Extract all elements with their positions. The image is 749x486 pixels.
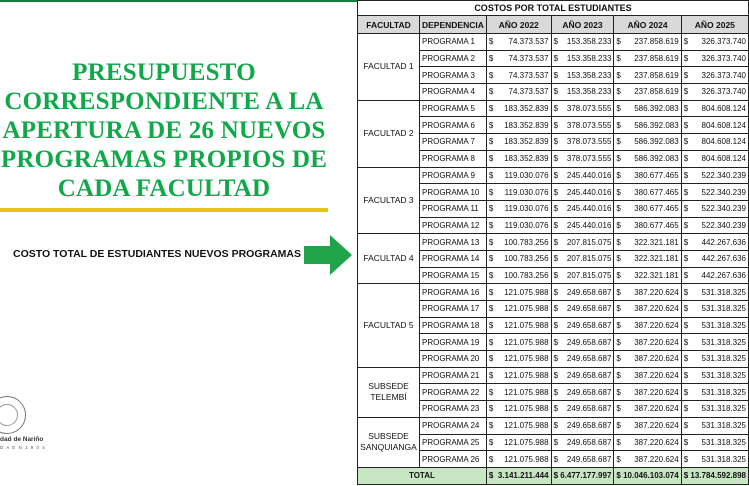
- program-cell: PROGRAMA 15: [420, 267, 487, 284]
- currency-symbol: $: [486, 84, 495, 101]
- amount-cell: 249.658.687: [562, 301, 614, 318]
- currency-symbol: $: [681, 250, 692, 267]
- amount-cell: 119.030.076: [495, 217, 551, 234]
- currency-symbol: $: [551, 417, 562, 434]
- currency-symbol: $: [681, 67, 692, 84]
- faculty-cell: FACULTAD 4: [358, 234, 420, 284]
- program-cell: PROGRAMA 14: [420, 250, 487, 267]
- amount-cell: 237.858.619: [625, 67, 681, 84]
- amount-cell: 387.220.624: [625, 384, 681, 401]
- program-cell: PROGRAMA 20: [420, 351, 487, 368]
- amount-cell: 531.318.325: [692, 384, 749, 401]
- amount-cell: 531.318.325: [692, 401, 749, 418]
- title-underline: [0, 208, 328, 212]
- program-cell: PROGRAMA 17: [420, 301, 487, 318]
- currency-symbol: $: [486, 67, 495, 84]
- currency-symbol: $: [551, 284, 562, 301]
- amount-cell: 100.783.256: [495, 250, 551, 267]
- total-amount: $ 13.784.592.898: [681, 467, 748, 484]
- amount-cell: 586.392.083: [625, 134, 681, 151]
- faculty-cell: FACULTAD 3: [358, 167, 420, 234]
- currency-symbol: $: [551, 451, 562, 468]
- currency-symbol: $: [551, 134, 562, 151]
- total-amount: 3.141.211.444: [495, 467, 551, 484]
- currency-symbol: $: [486, 267, 495, 284]
- currency-symbol: $: [486, 234, 495, 251]
- currency-symbol: $: [486, 50, 495, 67]
- currency-symbol: $: [681, 401, 692, 418]
- currency-symbol: $: [551, 267, 562, 284]
- program-cell: PROGRAMA 3: [420, 67, 487, 84]
- currency-symbol: $: [614, 284, 625, 301]
- currency-symbol: $: [614, 250, 625, 267]
- program-cell: PROGRAMA 13: [420, 234, 487, 251]
- faculty-cell: SUBSEDE TELEMBÍ: [358, 367, 420, 417]
- amount-cell: 378.073.555: [562, 117, 614, 134]
- amount-cell: 153.358.233: [562, 50, 614, 67]
- amount-cell: 387.220.624: [625, 417, 681, 434]
- currency-symbol: $: [681, 50, 692, 67]
- program-cell: PROGRAMA 2: [420, 50, 487, 67]
- amount-cell: 322.321.181: [625, 250, 681, 267]
- amount-cell: 380.677.465: [625, 200, 681, 217]
- amount-cell: 119.030.076: [495, 184, 551, 201]
- amount-cell: 531.318.325: [692, 301, 749, 318]
- currency-symbol: $: [614, 351, 625, 368]
- program-cell: PROGRAMA 1: [420, 34, 487, 51]
- currency-symbol: $: [486, 467, 495, 484]
- currency-symbol: $: [551, 200, 562, 217]
- costs-table: [357, 0, 749, 485]
- amount-cell: 322.321.181: [625, 267, 681, 284]
- table-row: [358, 417, 749, 434]
- amount-cell: 100.783.256: [495, 234, 551, 251]
- program-cell: PROGRAMA 5: [420, 100, 487, 117]
- amount-cell: 249.658.687: [562, 451, 614, 468]
- program-cell: PROGRAMA 19: [420, 334, 487, 351]
- currency-symbol: $: [681, 167, 692, 184]
- program-cell: PROGRAMA 21: [420, 367, 487, 384]
- table-row: [358, 100, 749, 117]
- costs-table-wrapper: [357, 0, 749, 485]
- amount-cell: 74.373.537: [495, 34, 551, 51]
- currency-symbol: $: [486, 317, 495, 334]
- amount-cell: 121.075.988: [495, 451, 551, 468]
- program-cell: PROGRAMA 18: [420, 317, 487, 334]
- amount-cell: 207.815.075: [562, 234, 614, 251]
- cost-label: COSTO TOTAL DE ESTUDIANTES NUEVOS PROGRAMAS: [13, 248, 302, 260]
- amount-cell: 249.658.687: [562, 351, 614, 368]
- amount-cell: 380.677.465: [625, 184, 681, 201]
- currency-symbol: $: [486, 167, 495, 184]
- amount-cell: 378.073.555: [562, 134, 614, 151]
- currency-symbol: $: [551, 167, 562, 184]
- amount-cell: 522.340.239: [692, 167, 749, 184]
- amount-cell: 121.075.988: [495, 284, 551, 301]
- amount-cell: 237.858.619: [625, 84, 681, 101]
- currency-symbol: $: [614, 367, 625, 384]
- currency-symbol: $: [614, 200, 625, 217]
- amount-cell: 153.358.233: [562, 67, 614, 84]
- currency-symbol: $: [551, 217, 562, 234]
- currency-symbol: $: [551, 50, 562, 67]
- currency-symbol: $: [681, 217, 692, 234]
- amount-cell: 245.440.016: [562, 184, 614, 201]
- amount-cell: 121.075.988: [495, 401, 551, 418]
- currency-symbol: $: [614, 100, 625, 117]
- amount-cell: 100.783.256: [495, 267, 551, 284]
- amount-cell: 74.373.537: [495, 50, 551, 67]
- amount-cell: 804.608.124: [692, 117, 749, 134]
- amount-cell: 119.030.076: [495, 167, 551, 184]
- currency-symbol: $: [614, 67, 625, 84]
- currency-symbol: $: [681, 284, 692, 301]
- university-name: dad de Nariño: [0, 436, 44, 443]
- amount-cell: 531.318.325: [692, 367, 749, 384]
- currency-symbol: $: [681, 150, 692, 167]
- currency-symbol: $: [486, 451, 495, 468]
- title-line: CADA FACULTAD: [57, 175, 271, 202]
- currency-symbol: $: [486, 150, 495, 167]
- currency-symbol: $: [681, 334, 692, 351]
- table-row: [358, 284, 749, 301]
- program-cell: PROGRAMA 9: [420, 167, 487, 184]
- amount-cell: 153.358.233: [562, 34, 614, 51]
- currency-symbol: $: [486, 184, 495, 201]
- amount-cell: 442.267.636: [692, 250, 749, 267]
- faculty-cell: SUBSEDE SANQUIANGA: [358, 417, 420, 467]
- table-row: [358, 234, 749, 251]
- total-amount: $ 6.477.177.997: [551, 467, 614, 484]
- program-cell: PROGRAMA 4: [420, 84, 487, 101]
- table-row: [358, 34, 749, 51]
- currency-symbol: $: [681, 134, 692, 151]
- amount-cell: 74.373.537: [495, 67, 551, 84]
- program-cell: PROGRAMA 7: [420, 134, 487, 151]
- currency-symbol: $: [551, 317, 562, 334]
- amount-cell: 378.073.555: [562, 100, 614, 117]
- amount-cell: 121.075.988: [495, 417, 551, 434]
- program-cell: PROGRAMA 11: [420, 200, 487, 217]
- currency-symbol: $: [551, 184, 562, 201]
- currency-symbol: $: [486, 434, 495, 451]
- amount-cell: 245.440.016: [562, 200, 614, 217]
- amount-cell: 121.075.988: [495, 367, 551, 384]
- currency-symbol: $: [681, 367, 692, 384]
- column-header: FACULTAD: [358, 16, 420, 34]
- currency-symbol: $: [551, 250, 562, 267]
- total-row: [358, 467, 749, 484]
- amount-cell: 804.608.124: [692, 150, 749, 167]
- currency-symbol: $: [681, 317, 692, 334]
- currency-symbol: $: [486, 417, 495, 434]
- amount-cell: 121.075.988: [495, 351, 551, 368]
- university-logo: [0, 392, 60, 462]
- amount-cell: 326.373.740: [692, 84, 749, 101]
- amount-cell: 804.608.124: [692, 134, 749, 151]
- column-header: DEPENDENCIA: [420, 16, 487, 34]
- currency-symbol: $: [486, 217, 495, 234]
- currency-symbol: $: [681, 117, 692, 134]
- currency-symbol: $: [681, 200, 692, 217]
- amount-cell: 121.075.988: [495, 334, 551, 351]
- currency-symbol: $: [681, 184, 692, 201]
- amount-cell: 531.318.325: [692, 451, 749, 468]
- amount-cell: 387.220.624: [625, 334, 681, 351]
- faculty-cell: FACULTAD 1: [358, 34, 420, 101]
- currency-symbol: $: [551, 150, 562, 167]
- program-cell: PROGRAMA 12: [420, 217, 487, 234]
- amount-cell: 531.318.325: [692, 434, 749, 451]
- amount-cell: 387.220.624: [625, 401, 681, 418]
- currency-symbol: $: [614, 434, 625, 451]
- currency-symbol: $: [486, 100, 495, 117]
- currency-symbol: $: [486, 367, 495, 384]
- currency-symbol: $: [486, 384, 495, 401]
- amount-cell: 183.352.839: [495, 134, 551, 151]
- currency-symbol: $: [486, 117, 495, 134]
- currency-symbol: $: [614, 334, 625, 351]
- amount-cell: 531.318.325: [692, 351, 749, 368]
- amount-cell: 121.075.988: [495, 384, 551, 401]
- amount-cell: 387.220.624: [625, 317, 681, 334]
- currency-symbol: $: [614, 34, 625, 51]
- currency-symbol: $: [486, 301, 495, 318]
- table-caption: COSTOS POR TOTAL ESTUDIANTES: [358, 1, 749, 16]
- amount-cell: 531.318.325: [692, 417, 749, 434]
- amount-cell: 380.677.465: [625, 217, 681, 234]
- amount-cell: 249.658.687: [562, 401, 614, 418]
- total-amount: $ 10.046.103.074: [614, 467, 681, 484]
- currency-symbol: $: [551, 384, 562, 401]
- amount-cell: 245.440.016: [562, 217, 614, 234]
- currency-symbol: $: [486, 284, 495, 301]
- currency-symbol: $: [614, 417, 625, 434]
- amount-cell: 522.340.239: [692, 184, 749, 201]
- amount-cell: 380.677.465: [625, 167, 681, 184]
- amount-cell: 531.318.325: [692, 334, 749, 351]
- currency-symbol: $: [614, 451, 625, 468]
- currency-symbol: $: [551, 351, 562, 368]
- amount-cell: 249.658.687: [562, 417, 614, 434]
- amount-cell: 531.318.325: [692, 317, 749, 334]
- amount-cell: 522.340.239: [692, 200, 749, 217]
- currency-symbol: $: [486, 200, 495, 217]
- currency-symbol: $: [486, 250, 495, 267]
- program-cell: PROGRAMA 16: [420, 284, 487, 301]
- column-header: AÑO 2025: [681, 16, 748, 34]
- amount-cell: 245.440.016: [562, 167, 614, 184]
- total-label: TOTAL: [358, 467, 487, 484]
- program-cell: PROGRAMA 26: [420, 451, 487, 468]
- amount-cell: 237.858.619: [625, 50, 681, 67]
- amount-cell: 326.373.740: [692, 67, 749, 84]
- table-row: [358, 367, 749, 384]
- program-cell: PROGRAMA 24: [420, 417, 487, 434]
- amount-cell: 586.392.083: [625, 117, 681, 134]
- amount-cell: 183.352.839: [495, 100, 551, 117]
- amount-cell: 586.392.083: [625, 100, 681, 117]
- amount-cell: 804.608.124: [692, 100, 749, 117]
- amount-cell: 249.658.687: [562, 284, 614, 301]
- currency-symbol: $: [681, 84, 692, 101]
- currency-symbol: $: [681, 417, 692, 434]
- currency-symbol: $: [614, 134, 625, 151]
- currency-symbol: $: [486, 134, 495, 151]
- amount-cell: 522.340.239: [692, 217, 749, 234]
- amount-cell: 121.075.988: [495, 317, 551, 334]
- amount-cell: 442.267.636: [692, 267, 749, 284]
- slide-title: [0, 58, 334, 203]
- currency-symbol: $: [681, 234, 692, 251]
- table-row: [358, 167, 749, 184]
- program-cell: PROGRAMA 25: [420, 434, 487, 451]
- currency-symbol: $: [681, 301, 692, 318]
- title-line: APERTURA DE 26 NUEVOS: [2, 117, 326, 144]
- currency-symbol: $: [614, 234, 625, 251]
- amount-cell: 387.220.624: [625, 434, 681, 451]
- title-line: CORRESPONDIENTE A LA: [4, 88, 324, 115]
- currency-symbol: $: [614, 117, 625, 134]
- amount-cell: 586.392.083: [625, 150, 681, 167]
- currency-symbol: $: [551, 334, 562, 351]
- currency-symbol: $: [681, 351, 692, 368]
- faculty-cell: FACULTAD 5: [358, 284, 420, 367]
- currency-symbol: $: [551, 401, 562, 418]
- column-header: AÑO 2024: [614, 16, 681, 34]
- program-cell: PROGRAMA 10: [420, 184, 487, 201]
- amount-cell: 74.373.537: [495, 84, 551, 101]
- currency-symbol: $: [551, 301, 562, 318]
- currency-symbol: $: [681, 384, 692, 401]
- title-line: PRESUPUESTO: [72, 59, 256, 86]
- currency-symbol: $: [614, 301, 625, 318]
- amount-cell: 249.658.687: [562, 367, 614, 384]
- amount-cell: 249.658.687: [562, 334, 614, 351]
- amount-cell: 119.030.076: [495, 200, 551, 217]
- amount-cell: 387.220.624: [625, 301, 681, 318]
- currency-symbol: $: [551, 367, 562, 384]
- amount-cell: 326.373.740: [692, 34, 749, 51]
- right-arrow-icon: [304, 235, 352, 275]
- amount-cell: 183.352.839: [495, 117, 551, 134]
- currency-symbol: $: [614, 401, 625, 418]
- currency-symbol: $: [681, 34, 692, 51]
- title-line: PROGRAMAS PROPIOS DE: [0, 146, 328, 173]
- program-cell: PROGRAMA 6: [420, 117, 487, 134]
- currency-symbol: $: [614, 267, 625, 284]
- currency-symbol: $: [551, 434, 562, 451]
- amount-cell: 207.815.075: [562, 267, 614, 284]
- university-founding: D A E N 1 9 0 4: [0, 445, 46, 450]
- currency-symbol: $: [681, 434, 692, 451]
- currency-symbol: $: [614, 217, 625, 234]
- currency-symbol: $: [551, 67, 562, 84]
- amount-cell: 326.373.740: [692, 50, 749, 67]
- currency-symbol: $: [614, 317, 625, 334]
- currency-symbol: $: [551, 100, 562, 117]
- amount-cell: 387.220.624: [625, 284, 681, 301]
- program-cell: PROGRAMA 8: [420, 150, 487, 167]
- currency-symbol: $: [614, 150, 625, 167]
- currency-symbol: $: [614, 384, 625, 401]
- amount-cell: 207.815.075: [562, 250, 614, 267]
- currency-symbol: $: [614, 84, 625, 101]
- amount-cell: 378.073.555: [562, 150, 614, 167]
- amount-cell: 322.321.181: [625, 234, 681, 251]
- currency-symbol: $: [681, 100, 692, 117]
- currency-symbol: $: [551, 117, 562, 134]
- currency-symbol: $: [486, 34, 495, 51]
- faculty-cell: FACULTAD 2: [358, 100, 420, 167]
- amount-cell: 531.318.325: [692, 284, 749, 301]
- currency-symbol: $: [551, 84, 562, 101]
- currency-symbol: $: [486, 334, 495, 351]
- currency-symbol: $: [486, 351, 495, 368]
- column-header: AÑO 2022: [486, 16, 551, 34]
- amount-cell: 249.658.687: [562, 384, 614, 401]
- amount-cell: 153.358.233: [562, 84, 614, 101]
- program-cell: PROGRAMA 22: [420, 384, 487, 401]
- column-header: AÑO 2023: [551, 16, 614, 34]
- amount-cell: 237.858.619: [625, 34, 681, 51]
- currency-symbol: $: [486, 401, 495, 418]
- currency-symbol: $: [681, 451, 692, 468]
- amount-cell: 121.075.988: [495, 434, 551, 451]
- amount-cell: 387.220.624: [625, 451, 681, 468]
- amount-cell: 183.352.839: [495, 150, 551, 167]
- currency-symbol: $: [681, 267, 692, 284]
- amount-cell: 442.267.636: [692, 234, 749, 251]
- currency-symbol: $: [551, 234, 562, 251]
- currency-symbol: $: [614, 184, 625, 201]
- amount-cell: 121.075.988: [495, 301, 551, 318]
- program-cell: PROGRAMA 23: [420, 401, 487, 418]
- amount-cell: 387.220.624: [625, 367, 681, 384]
- currency-symbol: $: [614, 167, 625, 184]
- currency-symbol: $: [551, 34, 562, 51]
- amount-cell: 249.658.687: [562, 434, 614, 451]
- amount-cell: 387.220.624: [625, 351, 681, 368]
- amount-cell: 249.658.687: [562, 317, 614, 334]
- currency-symbol: $: [614, 50, 625, 67]
